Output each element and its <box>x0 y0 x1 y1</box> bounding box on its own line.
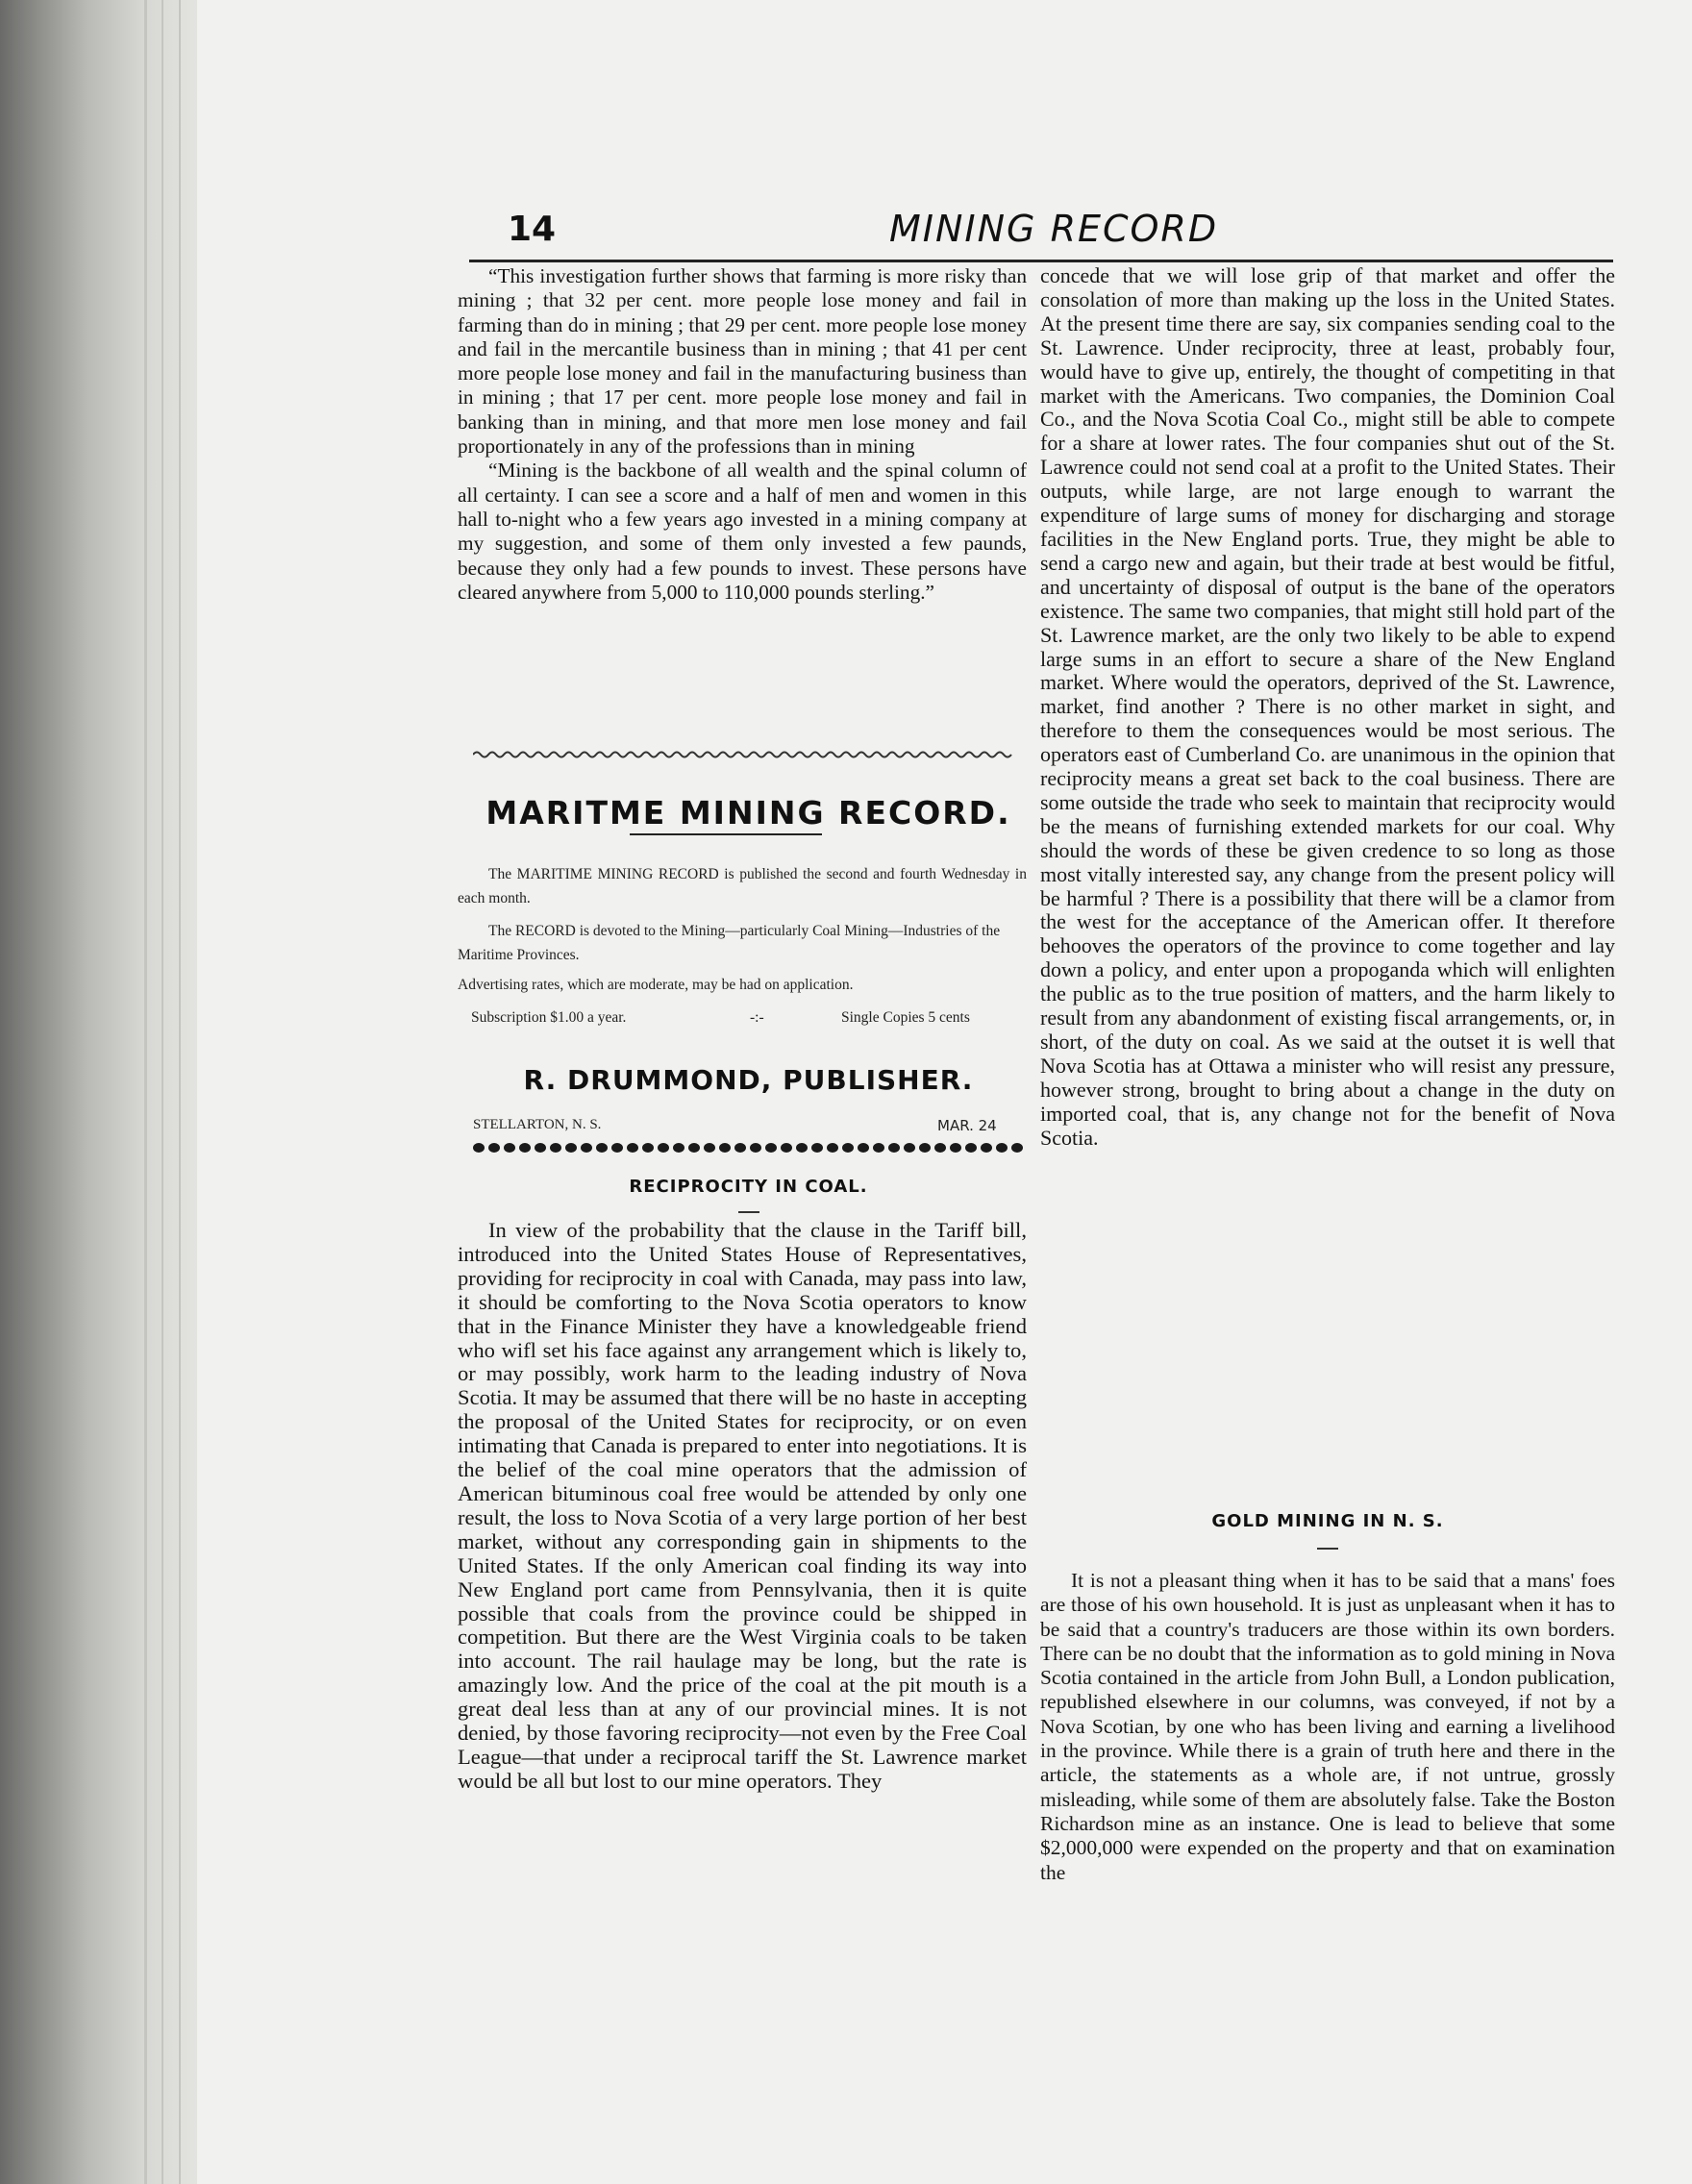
reciprocity-continued <box>1040 264 1615 1151</box>
article-paragraph: In view of the probability that the clause in the Tariff bill, introduced into the United States House of Representatives, providing for reciprocity in coal with Canada, may pass into law, it should be comforting to the Nova Scotia operators to know that in the Finance Minister they have a knowledgeable friend who wifl set his face against any arrangement which is likely to, or may possibly, work harm to the leading industry of Nova Scotia. It may be assumed that there will be no haste in accepting the proposal of the United States for reciprocity, or on even intimating that Canada is prepared to enter into negotiations. It is the belief of the coal mine operators that the admission of American bituminous coal free would be attended by only one result, the loss to Nova Scotia of a very large portion of her best market, without any corresponding gain in shipments to the United States. If the only American coal finding its way into New England port came from Pennsylvania, then it is quite possible that coals from the province could be shipped in competition. But there are the West Virginia coals to be taken into account. The rail haulage may be long, but the rate is amazingly low. And the price of the coal at the pit mouth is a great deal less than at any of our provincial mines. It is not denied, by those favoring reciprocity—not even by the Free Coal League—that under a reciprocal tariff the St. Lawrence market would be all but lost to our mine operators. They <box>458 1218 1027 1793</box>
title-rule <box>1317 1548 1338 1550</box>
running-title: MINING RECORD <box>889 208 1219 250</box>
dateline-place: STELLARTON, N. S. <box>473 1117 602 1132</box>
single-copy-price: Single Copies 5 cents <box>841 1009 970 1026</box>
header-rule <box>469 260 1613 262</box>
masthead-devoted-note: The RECORD is devoted to the Mining—particularly Coal Mining—Industries of the Maritime Provinces. <box>458 923 1001 963</box>
masthead-underline <box>630 833 822 835</box>
masthead-title: MARITME MINING RECORD. <box>485 794 1011 831</box>
quote-block <box>458 264 1027 605</box>
scanned-page-margin <box>0 0 197 2184</box>
ornamental-rule <box>471 1140 1024 1155</box>
quote-paragraph: “Mining is the backbone of all wealth and the spinal column of all certainty. I can see a score and a half of men and women in this hall to-night who a few years ago invested in a mining company at my suggestion, and some of them only invested a few paunds, because they only had a few pounds to invest. These persons have cleared anywhere from 5,000 to 110,000 pounds sterling.” <box>458 459 1027 604</box>
page-edge <box>162 0 163 2184</box>
wavy-divider <box>473 749 1016 760</box>
gold-mining-article <box>1040 1569 1615 1885</box>
page-edge <box>179 0 181 2184</box>
masthead-publication-note: The MARITIME MINING RECORD is published the second and fourth Wednesday in each month. <box>458 866 1027 906</box>
page-edge <box>144 0 147 2184</box>
separator-mark: -:- <box>750 1009 764 1026</box>
page-number: 14 <box>508 210 557 249</box>
reciprocity-article <box>458 1219 1027 1794</box>
masthead-advertising-note: Advertising rates, which are moderate, may be had on application. <box>458 977 854 993</box>
gold-mining-title: GOLD MINING IN N. S. <box>1211 1511 1444 1531</box>
article-continued-paragraph: concede that we will lose grip of that market and offer the consolation of more than making up the loss in the United States. At the present time there are say, six companies sending coal to the St. Lawrence. Under reciprocity, three at least, probably four, would have to give up, entirely, the thought of competiting in that market with the Americans. Two companies, the Dominion Coal Co., and the Nova Scotia Coal Co., might still be able to compete for a share at lower rates. The four companies shut out of the St. Lawrence could not send coal at a profit to the United States. Their outputs, while large, are not large enough to warrant the expenditure of large sums of money for discharging and storage facilities in the New England ports. True, they might be able to send a cargo new and again, but their trade at best would be fitful, and uncertainty of disposal of output is the bane of the operators existence. The same two companies, that might still hold part of the St. Lawrence market, are the only two likely to be able to expend large sums in an effort to secure a share of the New England market. Where would the operators, deprived of the St. Lawrence, market, find another ? There is no other market in sight, and therefore to them the consequences would be most serious. The operators east of Cumberland Co. are unanimous in the opinion that reciprocity means a great set back to the coal business. There are some outside the trade who seek to maintain that reciprocity would be the means of furnishing extended markets for our coal. Why should the words of these be given credence to so long as those most vitally interested say, any change from the present policy will be harmful ? There is a possibility that there will be a clamor from the west for the acceptance of the American offer. It therefore behooves the operators of the province to come together and lay down a policy, and enter upon a propoganda which will enlighten the public as to the true position of matters, and the harm likely to result from any abandonment of existing fiscal arrangements, or, in short, of the duty on coal. As we said at the outset it is well that Nova Scotia has at Ottawa a minister who will resist any pressure, however strong, brought to bring about a change in the duty on imported coal, that is, any change not for the benefit of Nova Scotia. <box>1040 263 1615 1150</box>
dateline-date: MAR. 24 <box>937 1117 997 1134</box>
article-title: RECIPROCITY IN COAL. <box>629 1177 868 1197</box>
title-rule <box>738 1211 759 1213</box>
quote-paragraph: “This investigation further shows that farming is more risky than mining ; that 32 per cent. more people lose money and fail in farming than do in mining ; that 29 per cent. more people lose money and fail in the mercantile business than in mining ; that 41 per cent more people lose money and fail in the manufacturing business than in mining ; that 17 per cent. more people lose money and fail in banking than in mining, and that more men lose money and fail proportionately in any of the professions than in mining <box>458 264 1027 459</box>
gold-mining-paragraph: It is not a pleasant thing when it has to be said that a mans' foes are those of his own household. It is just as unpleasant when it has to be said that a country's traducers are those within its own borders. There can be no doubt that the information as to gold mining in Nova Scotia contained in the article from John Bull, a London publication, republished elsewhere in our columns, was conveyed, if not by a Nova Scotian, by one who has been living and earning a livelihood in the province. While there is a grain of truth here and there in the article, the statements as a whole are, if not untrue, grossly misleading, while some of them are absolutely false. Take the Boston Richardson mine as an instance. One is lead to believe that some $2,000,000 were expended on the property and that on examination the <box>1040 1569 1615 1884</box>
publisher-line: R. DRUMMOND, PUBLISHER. <box>523 1064 974 1096</box>
subscription-price: Subscription $1.00 a year. <box>471 1009 627 1026</box>
